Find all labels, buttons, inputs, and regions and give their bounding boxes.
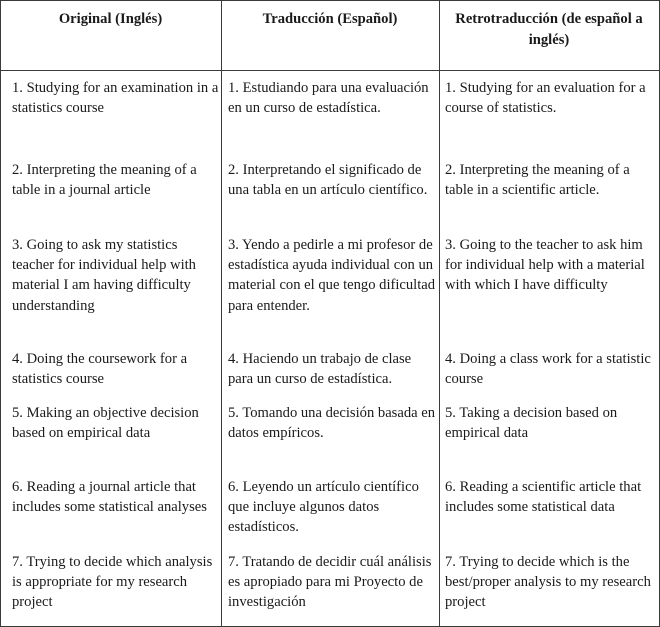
table-border-left <box>0 0 1 627</box>
row-6-back-translation: 6. Reading a scientific article that includes some statistical data <box>445 479 642 516</box>
row-6-translation: 6. Leyendo un artículo científico que incluye algunos datos estadísticos. <box>228 479 419 536</box>
row-5-translation: 5. Tomando una decisión basada en datos empíricos. <box>228 405 436 442</box>
row-7-back-translation: 7. Trying to decide which is the best/proper analysis to my research project <box>445 554 651 611</box>
row-1-original: 1. Studying for an examination in a statistics course <box>12 80 219 117</box>
header-translation: Traducción (Español) <box>262 11 398 27</box>
row-3-translation: 3. Yendo a pedirle a mi profesor de estadística ayuda individual con un material con el que tengo dificultad para entender. <box>228 237 436 314</box>
row-4-original: 4. Doing the coursework for a statistics course <box>12 351 188 388</box>
row-1-translation: 1. Estudiando para una evaluación en un curso de estadística. <box>228 80 429 117</box>
header-back-translation: Retrotraducción (de español a inglés) <box>455 11 643 48</box>
row-7-translation: 7. Tratando de decidir cuál análisis es apropiado para mi Proyecto de investigación <box>228 554 432 611</box>
row-3-original: 3. Going to ask my statistics teacher for individual help with material I am having difficulty understanding <box>12 237 196 314</box>
column-divider-2 <box>439 0 440 627</box>
row-2-original: 2. Interpreting the meaning of a table in a journal article <box>12 162 197 199</box>
column-divider-1 <box>221 0 222 627</box>
row-2-translation: 2. Interpretando el significado de una tabla en un artículo científico. <box>228 162 428 199</box>
table-border-top <box>0 0 659 1</box>
row-7-original: 7. Trying to decide which analysis is appropriate for my research project <box>12 554 213 611</box>
row-6-original: 6. Reading a journal article that includes some statistical analyses <box>12 479 207 516</box>
row-5-back-translation: 5. Taking a decision based on empirical data <box>445 405 618 442</box>
row-4-back-translation: 4. Doing a class work for a statistic course <box>445 351 651 388</box>
row-4-translation: 4. Haciendo un trabajo de clase para un curso de estadística. <box>228 351 412 388</box>
row-3-back-translation: 3. Going to the teacher to ask him for individual help with a material with which I have difficulty <box>445 237 645 294</box>
header-divider <box>0 70 659 71</box>
row-2-back-translation: 2. Interpreting the meaning of a table in a scientific article. <box>445 162 630 199</box>
row-5-original: 5. Making an objective decision based on empirical data <box>12 405 199 442</box>
row-1-back-translation: 1. Studying for an evaluation for a course of statistics. <box>445 80 646 117</box>
header-original: Original (Inglés) <box>58 11 163 27</box>
